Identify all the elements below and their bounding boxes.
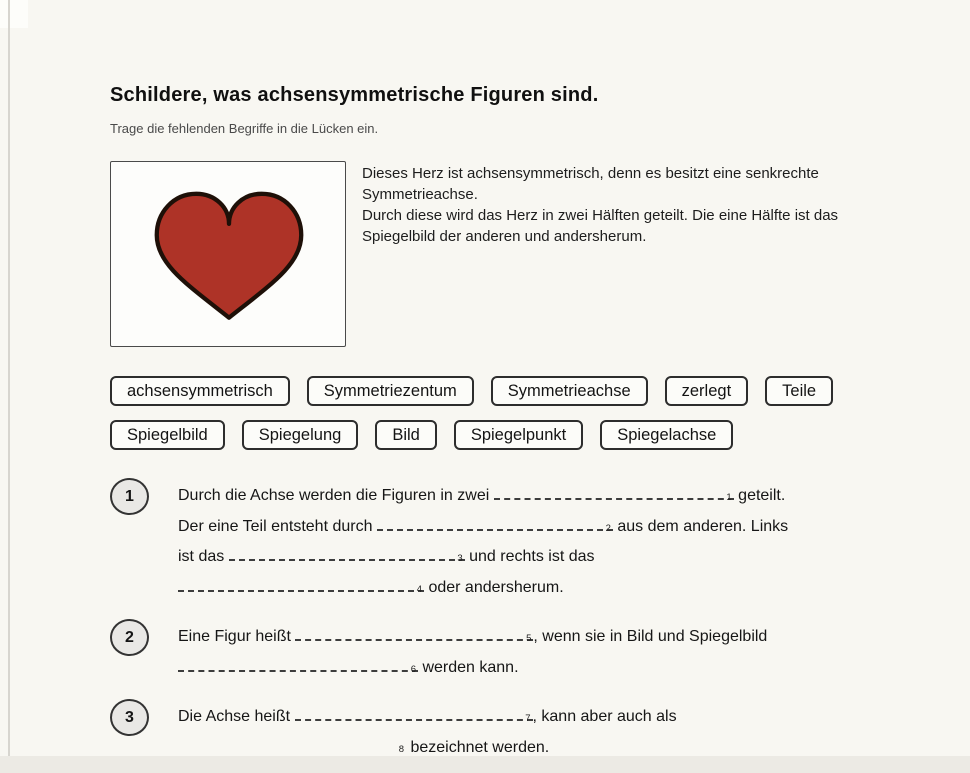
intro-line: Spiegelbild der anderen und andersherum. — [362, 228, 647, 245]
intro-line: Dieses Herz ist achsensymmetrisch, denn es besitzt eine senkrechte — [362, 165, 819, 182]
word-chip-teile[interactable]: Teile — [765, 376, 833, 406]
question-text: bezeichnet werden. — [406, 738, 550, 756]
blank-number: 4 — [416, 583, 422, 595]
word-chip-symmetriezentum[interactable]: Symmetriezentum — [307, 376, 474, 406]
blank-number: 1 — [726, 492, 732, 503]
answer-blank-7[interactable] — [295, 707, 533, 724]
heart-icon — [143, 173, 315, 335]
question-number-badge: 1 — [110, 478, 149, 515]
answer-blank-5[interactable] — [295, 627, 533, 644]
question-text: Eine Figur heißt — [178, 628, 296, 645]
answer-blank-6[interactable] — [178, 658, 418, 675]
word-chip-achsensymmetrisch[interactable]: achsensymmetrisch — [110, 376, 290, 406]
answer-blank-2[interactable] — [377, 517, 613, 534]
question-line — [178, 481, 878, 512]
question-text: und rechts ist das — [464, 548, 595, 565]
question-line — [178, 542, 878, 573]
question-lines — [178, 702, 878, 763]
corner-square — [0, 0, 28, 28]
question-text: Durch die Achse werden die Figuren in zwei — [178, 487, 494, 504]
word-chip-zerlegt[interactable]: zerlegt — [665, 376, 749, 406]
page-subtitle: Trage die fehlenden Begriffe in die Lücken ein. — [110, 121, 379, 136]
question-line — [178, 622, 878, 653]
question-line — [178, 512, 878, 543]
blank-number: 8 — [398, 743, 404, 755]
word-chip-spiegelung[interactable]: Spiegelung — [242, 420, 359, 450]
page-title: Schildere, was achsensymmetrische Figuren sind. — [110, 84, 599, 106]
blank-number: 2 — [605, 522, 611, 534]
question-text: ist das — [178, 548, 229, 565]
answer-blank-1[interactable] — [494, 486, 734, 503]
question-text: Die Achse heißt — [178, 708, 295, 725]
blank-number: 6 — [410, 663, 416, 675]
blank-number: 3 — [457, 553, 463, 564]
intro-text — [362, 163, 892, 247]
answer-blank-3[interactable] — [229, 547, 465, 564]
question-text: geteilt. — [733, 487, 786, 504]
answer-blank-4[interactable] — [178, 578, 424, 595]
heart-figure-box — [110, 161, 346, 347]
question-lines — [178, 481, 878, 603]
question-lines — [178, 622, 878, 683]
word-chip-bild[interactable]: Bild — [375, 420, 437, 450]
question-text: , wenn sie in Bild und Spiegelbild — [533, 628, 768, 645]
intro-line: Symmetrieachse. — [362, 186, 478, 203]
question-line — [178, 573, 878, 604]
question-text: oder andersherum. — [424, 578, 564, 596]
question-line — [178, 702, 878, 733]
question-number-badge: 3 — [110, 699, 149, 736]
blank-number: 5 — [526, 633, 532, 644]
word-chip-spiegelpunkt[interactable]: Spiegelpunkt — [454, 420, 583, 450]
question-text: werden kann. — [418, 658, 519, 676]
question-line — [178, 733, 878, 764]
answer-blank-8[interactable] — [178, 738, 406, 755]
intro-line: Durch diese wird das Herz in zwei Hälften geteilt. Die eine Hälfte ist das — [362, 207, 839, 224]
word-chip-spiegelachse[interactable]: Spiegelachse — [600, 420, 733, 450]
question-text: Der eine Teil entsteht durch — [178, 517, 377, 535]
word-bank-row — [110, 420, 733, 450]
question-text: aus dem anderen. Links — [612, 517, 789, 535]
page-left-edge — [8, 0, 10, 756]
question-text: , kann aber auch als — [532, 708, 677, 725]
question-number-badge: 2 — [110, 619, 149, 656]
blank-number: 7 — [525, 713, 531, 724]
word-bank-row — [110, 376, 833, 406]
question-line — [178, 653, 878, 684]
word-chip-spiegelbild[interactable]: Spiegelbild — [110, 420, 225, 450]
word-chip-symmetrieachse[interactable]: Symmetrieachse — [491, 376, 648, 406]
